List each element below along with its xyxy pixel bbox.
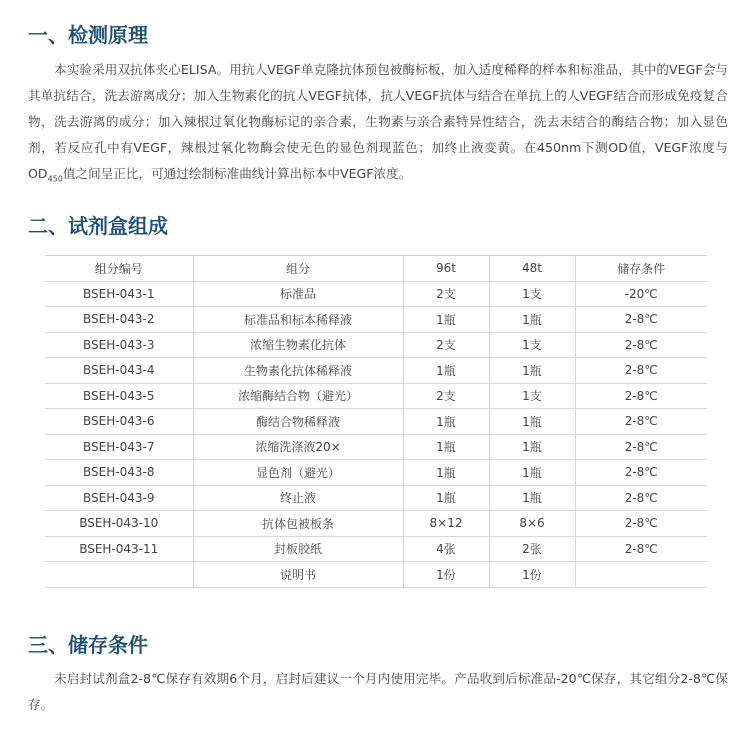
od-wavelength-subscript: 450 bbox=[47, 174, 63, 184]
cell-storage: 2-8℃ bbox=[575, 434, 707, 460]
table-row bbox=[45, 358, 707, 384]
table-row bbox=[45, 332, 707, 358]
cell-quantity-48t: 1瓶 bbox=[489, 485, 575, 511]
principle-paragraph bbox=[28, 57, 728, 187]
cell-storage bbox=[575, 562, 707, 588]
cell-component-name: 显色剂（避光） bbox=[193, 460, 403, 486]
cell-component-code: BSEH-043-10 bbox=[45, 511, 193, 537]
section-heading-principle: 一、检测原理 bbox=[28, 23, 148, 47]
cell-storage: 2-8℃ bbox=[575, 383, 707, 409]
cell-component-code: BSEH-043-6 bbox=[45, 409, 193, 435]
cell-quantity-96t: 2支 bbox=[403, 281, 489, 307]
cell-component-code: BSEH-043-11 bbox=[45, 536, 193, 562]
table-header-row bbox=[45, 256, 707, 282]
table-row bbox=[45, 434, 707, 460]
table-row bbox=[45, 383, 707, 409]
table-row bbox=[45, 485, 707, 511]
principle-text-b: 值之间呈正比，可通过绘制标准曲线计算出标本中VEGF浓度。 bbox=[62, 166, 412, 181]
header-component-code: 组分编号 bbox=[45, 256, 193, 282]
cell-quantity-48t: 1瓶 bbox=[489, 460, 575, 486]
cell-component-name: 抗体包被板条 bbox=[193, 511, 403, 537]
cell-quantity-48t: 2张 bbox=[489, 536, 575, 562]
cell-quantity-48t: 1瓶 bbox=[489, 358, 575, 384]
kit-contents-table bbox=[45, 255, 707, 588]
cell-component-code: BSEH-043-7 bbox=[45, 434, 193, 460]
cell-quantity-96t: 1瓶 bbox=[403, 409, 489, 435]
cell-quantity-96t: 1瓶 bbox=[403, 460, 489, 486]
cell-component-name: 浓缩酶结合物（避光） bbox=[193, 383, 403, 409]
cell-storage: 2-8℃ bbox=[575, 332, 707, 358]
section-heading-storage: 三、储存条件 bbox=[28, 633, 148, 657]
cell-storage: 2-8℃ bbox=[575, 460, 707, 486]
cell-component-name: 浓缩洗涤液20× bbox=[193, 434, 403, 460]
cell-quantity-48t: 1支 bbox=[489, 332, 575, 358]
cell-storage: 2-8℃ bbox=[575, 511, 707, 537]
cell-component-code: BSEH-043-8 bbox=[45, 460, 193, 486]
header-96t: 96t bbox=[403, 256, 489, 282]
cell-component-code: BSEH-043-2 bbox=[45, 307, 193, 333]
cell-storage: 2-8℃ bbox=[575, 307, 707, 333]
cell-quantity-48t: 1瓶 bbox=[489, 409, 575, 435]
cell-storage: 2-8℃ bbox=[575, 536, 707, 562]
cell-quantity-48t: 1支 bbox=[489, 281, 575, 307]
cell-quantity-96t: 1瓶 bbox=[403, 434, 489, 460]
cell-component-code: BSEH-043-5 bbox=[45, 383, 193, 409]
cell-quantity-48t: 1瓶 bbox=[489, 434, 575, 460]
cell-quantity-96t: 4张 bbox=[403, 536, 489, 562]
cell-quantity-48t: 1支 bbox=[489, 383, 575, 409]
cell-quantity-48t: 1份 bbox=[489, 562, 575, 588]
cell-component-name: 标准品 bbox=[193, 281, 403, 307]
cell-storage: 2-8℃ bbox=[575, 485, 707, 511]
cell-component-name: 说明书 bbox=[193, 562, 403, 588]
table-body bbox=[45, 281, 707, 587]
cell-component-code: BSEH-043-3 bbox=[45, 332, 193, 358]
cell-quantity-96t: 1瓶 bbox=[403, 485, 489, 511]
cell-component-code: BSEH-043-1 bbox=[45, 281, 193, 307]
cell-quantity-96t: 1瓶 bbox=[403, 307, 489, 333]
table-row bbox=[45, 460, 707, 486]
principle-text-a: 本实验采用双抗体夹心ELISA。用抗人VEGF单克隆抗体预包被酶标板，加入适度稀释的样本和标准品，其中的VEGF会与其单抗结合，洗去游离成分；加入生物素化的抗人VEGF抗体，抗人VEGF抗体与结合在单抗上的人VEGF结合而形成免疫复合物，洗去游离的成分；加入辣根过氧化物酶标记的亲合素，生物素与亲合素特异性结合，洗去未结合的酶结合物；加入显色剂，若反应孔中有VEGF，辣根过氧化物酶会使无色的显色剂现蓝色；加终止液变黄。在450nm下测OD值，VEGF浓度与OD bbox=[28, 62, 728, 181]
cell-storage: 2-8℃ bbox=[575, 409, 707, 435]
cell-component-name: 浓缩生物素化抗体 bbox=[193, 332, 403, 358]
cell-quantity-96t: 1瓶 bbox=[403, 358, 489, 384]
cell-quantity-96t: 2支 bbox=[403, 332, 489, 358]
cell-component-code bbox=[45, 562, 193, 588]
cell-quantity-48t: 8×6 bbox=[489, 511, 575, 537]
cell-component-code: BSEH-043-9 bbox=[45, 485, 193, 511]
cell-component-name: 封板胶纸 bbox=[193, 536, 403, 562]
cell-component-name: 酶结合物稀释液 bbox=[193, 409, 403, 435]
cell-component-name: 终止液 bbox=[193, 485, 403, 511]
cell-storage: -20℃ bbox=[575, 281, 707, 307]
cell-quantity-48t: 1瓶 bbox=[489, 307, 575, 333]
cell-quantity-96t: 2支 bbox=[403, 383, 489, 409]
cell-component-name: 标准品和标本稀释液 bbox=[193, 307, 403, 333]
storage-paragraph: 未启封试剂盒2-8℃保存有效期6个月，启封后建议一个月内使用完毕。产品收到后标准品-20℃保存，其它组分2-8℃保存。 bbox=[28, 671, 728, 712]
table-row bbox=[45, 511, 707, 537]
cell-component-name: 生物素化抗体稀释液 bbox=[193, 358, 403, 384]
table-row bbox=[45, 409, 707, 435]
header-48t: 48t bbox=[489, 256, 575, 282]
cell-quantity-96t: 1份 bbox=[403, 562, 489, 588]
cell-storage: 2-8℃ bbox=[575, 358, 707, 384]
header-component-name: 组分 bbox=[193, 256, 403, 282]
header-storage: 储存条件 bbox=[575, 256, 707, 282]
table-row bbox=[45, 307, 707, 333]
cell-component-code: BSEH-043-4 bbox=[45, 358, 193, 384]
cell-quantity-96t: 8×12 bbox=[403, 511, 489, 537]
table-row bbox=[45, 281, 707, 307]
table-row bbox=[45, 562, 707, 588]
section-heading-kit-contents: 二、试剂盒组成 bbox=[28, 214, 168, 238]
table-row bbox=[45, 536, 707, 562]
